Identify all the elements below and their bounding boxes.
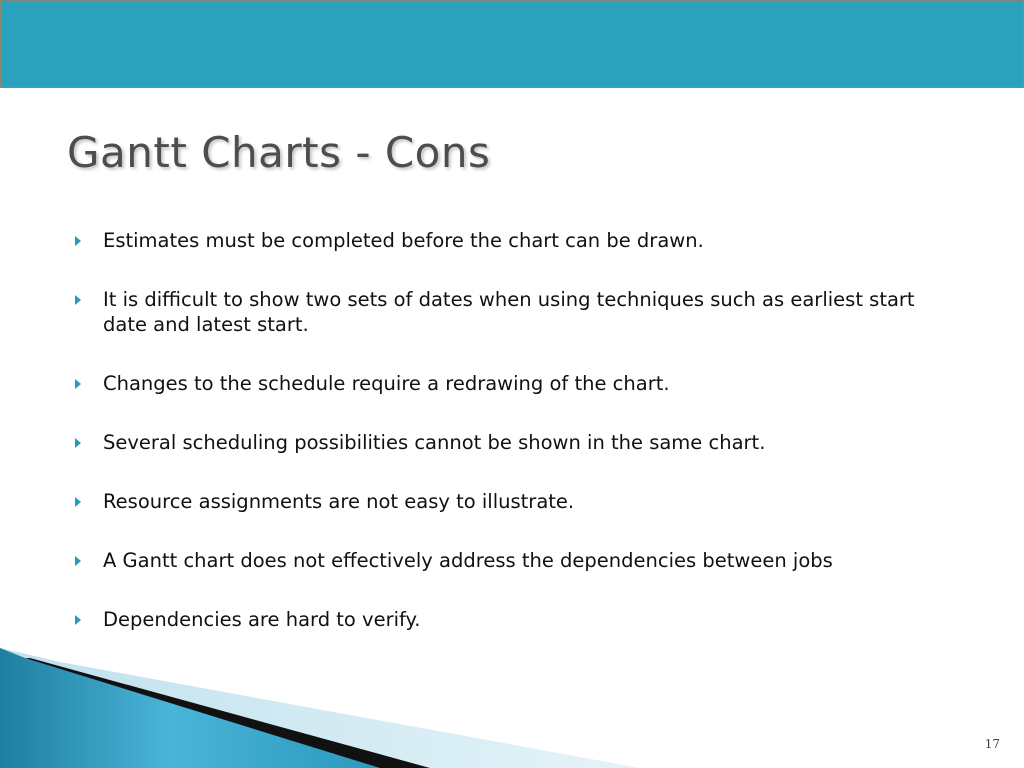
slide-title: Gantt Charts - Cons (67, 128, 491, 177)
bullet-item (72, 228, 952, 253)
bullet-item (72, 607, 952, 632)
bullet-arrow-icon (75, 236, 81, 246)
bullet-text: It is difficult to show two sets of dates when using techniques such as earliest start date and latest start. (103, 288, 915, 336)
bullet-arrow-icon (75, 295, 81, 305)
bullet-item (72, 371, 952, 396)
bullet-text: Changes to the schedule require a redrawing of the chart. (103, 372, 670, 395)
bullet-text: Several scheduling possibilities cannot be shown in the same chart. (103, 431, 766, 454)
bullet-text: Dependencies are hard to verify. (103, 608, 421, 631)
bullet-list (72, 228, 952, 666)
bullet-arrow-icon (75, 615, 81, 625)
bullet-arrow-icon (75, 379, 81, 389)
page-number: 17 (984, 737, 1000, 751)
bullet-item (72, 548, 952, 573)
bullet-item (72, 287, 952, 337)
bullet-text: Estimates must be completed before the chart can be drawn. (103, 229, 704, 252)
bullet-arrow-icon (75, 556, 81, 566)
bullet-text: Resource assignments are not easy to illustrate. (103, 490, 575, 513)
bullet-item (72, 489, 952, 514)
bullet-text: A Gantt chart does not effectively address the dependencies between jobs (103, 549, 833, 572)
bullet-arrow-icon (75, 497, 81, 507)
bullet-item (72, 430, 952, 455)
decorative-corner-swoosh (0, 640, 640, 768)
header-band (0, 0, 1024, 88)
bullet-arrow-icon (75, 438, 81, 448)
